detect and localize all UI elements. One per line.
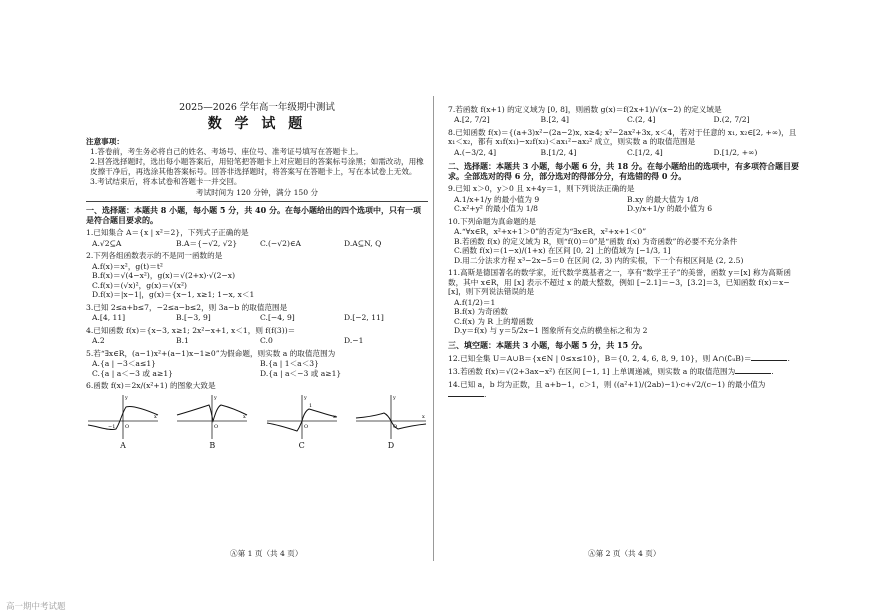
option: D.用二分法求方程 x³−2x−5＝0 在区间 (2, 3) 内的实根，下一个有根区间是 (2, 2.5) xyxy=(454,255,744,265)
option: D.y/x+1/y 的最小值为 6 xyxy=(627,204,713,214)
option: A.2 xyxy=(92,336,105,346)
axis-y-label: y xyxy=(125,394,128,401)
option: B.[1/2, 4] xyxy=(540,147,577,157)
question-options xyxy=(448,115,800,124)
fill-question: 14.已知 a，b 均为正数，且 a+b−1，c＞1，则 ((a²+1)/(2ab)−1)·c+√2/(c−1) 的最小值为. xyxy=(448,379,766,400)
question-options xyxy=(86,359,428,378)
section-heading: 二、选择题：本题共 3 小题，每小题 6 分，共 18 分。在每小题给出的选项中，有多项符合题目要求。全部选对的得 6 分，部分选对的得部分分，有选错的得 0 分。 xyxy=(448,161,799,182)
question-stem: 5.若“∃x∈R，(a−1)x²+(a−1)x−1≥0”为假命题，则实数 a 的取值范围为 xyxy=(86,348,336,358)
section-heading: 一、选择题：本题共 8 小题，每小题 5 分，共 40 分。在每小题给出的四个选项中，只有一项是符合题目要求的。 xyxy=(86,201,428,225)
function-graph-d xyxy=(354,393,428,441)
origin-label: O xyxy=(303,423,308,430)
axis-x-label: x xyxy=(421,413,425,420)
option: B.A＝{−√2, √2} xyxy=(176,238,238,248)
option: B.{a | 1＜a＜3} xyxy=(260,359,319,369)
option: D.{a | a＜−3 或 a≥1} xyxy=(260,368,342,378)
page-divider xyxy=(433,96,434,561)
option: A.(−3/2, 4] xyxy=(454,147,497,157)
option: D.[−2, 11] xyxy=(344,313,384,323)
option: D.(2, 7/2] xyxy=(713,115,750,125)
option: C.(−√2)∈A xyxy=(260,238,302,248)
origin-label: O xyxy=(214,423,219,430)
question-stem: 4.已知函数 f(x)＝{x−3, x≥1; 2x²−x+1, x＜1，则 f(f(3))＝ xyxy=(86,325,296,335)
option: D.A⊆N, Q xyxy=(344,238,382,248)
option: B.f(x)＝√(4−x²)，g(x)＝√(2+x)·√(2−x) xyxy=(92,271,236,281)
option: A.f(1/2)＝1 xyxy=(454,297,496,307)
answer-blank xyxy=(751,353,787,361)
option: D.f(x)＝|x−1|，g(x)＝{x−1, x≥1; 1−x, x＜1 xyxy=(92,290,255,300)
option: B.1 xyxy=(176,336,189,346)
graph-label: A xyxy=(120,440,126,450)
exam-title-subject: 数 学 试 题 xyxy=(207,115,307,132)
option: C.[−4, 9] xyxy=(260,313,295,323)
page-footer: Ⓐ第 2 页（共 4 页） xyxy=(588,549,661,558)
option: A.{a | −3＜a≤1} xyxy=(92,359,156,369)
question-stem: 1.已知集合 A＝{x | x²＝2}，下列式子正确的是 xyxy=(86,228,249,238)
graph-label: D xyxy=(387,440,395,450)
option: B.xy 的最大值为 1/8 xyxy=(627,194,699,204)
axis-x-label: x xyxy=(243,413,247,420)
axis-y-label: y xyxy=(392,394,396,401)
question-text: 12.已知全集 U＝A∪B＝{x∈N | 0≤x≤10}，B＝{0, 2, 4, 6, 8, 9, 10}，则 A∩(∁ᵤB)＝ xyxy=(448,353,752,363)
graph-label: B xyxy=(209,440,216,450)
exam-info: 考试时间为 120 分钟，满分 150 分 xyxy=(195,187,319,197)
notice-item: 2.回答选择题时，选出每小题答案后，用铅笔把答题卡上对应题目的答案标号涂黑；如需改动，用橡皮擦干净后，再选涂其他答案标号。回答非选择题时，将答案写在答题卡上，写在本试卷上无效。 xyxy=(90,157,424,176)
option: B.若函数 f(x) 的定义域为 R，则“f(0)＝0”是“函数 f(x) 为奇函数”的必要不充分条件 xyxy=(454,236,738,246)
watermark: 高一期中考试题 xyxy=(6,602,66,612)
question-options xyxy=(448,227,800,265)
option: B.[2, 4] xyxy=(540,115,569,125)
question-stem: 6.函数 f(x)＝2x/(x²+1) 的图象大致是 xyxy=(86,381,216,391)
page-footer: Ⓐ第 1 页（共 4 页） xyxy=(230,549,303,558)
origin-label: O xyxy=(125,423,130,430)
question-options xyxy=(86,313,428,322)
question-options xyxy=(448,298,800,336)
fill-question: 13.若函数 f(x)＝√(2+3ax−x²) 在区间 [−1, 1] 上单调递减，则实数 a 的取值范围为 . xyxy=(448,367,774,377)
question-options xyxy=(448,148,800,157)
option: C.0 xyxy=(260,336,273,346)
answer-blank xyxy=(448,389,484,397)
option: C.f(x) 为 R 上的增函数 xyxy=(454,316,534,326)
question-stem: 9.已知 x＞0，y＞0 且 x+4y＝1，则下列说法正确的是 xyxy=(448,184,635,194)
option: B.f(x) 为奇函数 xyxy=(454,307,508,317)
function-graphs xyxy=(86,393,428,451)
question-stem: 3.已知 2≤a+b≤7，−2≤a−b≤2，则 3a−b 的取值范围是 xyxy=(86,302,288,312)
answer-blank xyxy=(735,366,771,374)
fill-question: 12.已知全集 U＝A∪B＝{x∈N | 0≤x≤10}，B＝{0, 2, 4, 6, 8, 9, 10}，则 A∩(∁ᵤB)＝ . xyxy=(448,353,790,363)
tick-label: 1 xyxy=(308,402,312,409)
option: D.−1 xyxy=(344,336,364,346)
function-graph-b xyxy=(175,393,249,441)
axis-y-label: y xyxy=(303,394,307,401)
question-stem: 8.已知函数 f(x)＝{(a+3)x²−(2a−2)x, x≥4; x²−2ax²+3x, x＜4，若对于任意的 x₁, x₂∈[2, +∞)，且 x₁＜x₂，都有 x₁f(x₁)−x₂f(x₂)＜ax₁²−ax₂² 成立，则实数 a 的取值范围是 xyxy=(448,127,797,147)
graph-option xyxy=(86,393,160,451)
option: C.{a | a＜−3 或 a≥1} xyxy=(92,368,173,378)
option: C.[1/2, 4] xyxy=(627,147,663,157)
notice-item: 3.考试结束后，将本试卷和答题卡一并交回。 xyxy=(90,177,242,187)
function-graph-a xyxy=(86,393,160,441)
tick-label: −1 xyxy=(108,423,116,430)
question-options xyxy=(86,336,428,345)
option: C.f(x)＝(√x)²，g(x)＝√(x²) xyxy=(92,280,188,290)
question-text: 14.已知 a，b 均为正数，且 a+b−1，c＞1，则 ((a²+1)/(2ab)−1)·c+√2/(c−1) 的最小值为 xyxy=(448,379,766,389)
page-1 xyxy=(86,100,428,451)
axis-y-label: y xyxy=(214,394,218,401)
notice-heading: 注意事项： xyxy=(86,137,124,147)
question-stem: 10.下列命题为真命题的是 xyxy=(448,216,537,226)
section-heading: 三、填空题：本题共 3 小题，每小题 5 分，共 15 分。 xyxy=(448,339,647,350)
axis-x-label: x xyxy=(154,413,157,420)
option: A.√2⊆A xyxy=(92,238,122,248)
question-text: 13.若函数 f(x)＝√(2+3ax−x²) 在区间 [−1, 1] 上单调递减，则实数 a 的取值范围为 xyxy=(448,367,736,377)
graph-label: C xyxy=(298,440,305,450)
question-options xyxy=(86,262,428,300)
origin-label: O xyxy=(392,423,398,430)
option: C.(2, 4] xyxy=(627,115,656,125)
option: A.“∀x∈R，x²+x+1＞0”的否定为“∃x∈R，x²+x+1＜0” xyxy=(454,227,647,237)
question-stem: 2.下列各组函数表示的不是同一函数的是 xyxy=(86,251,223,261)
option: A.f(x)＝x²，g(t)＝t² xyxy=(92,261,163,271)
option: D.y＝f(x) 与 y＝5/2x−1 图象所有交点的横坐标之和为 2 xyxy=(454,326,648,336)
graph-option xyxy=(265,393,339,451)
option: D.[1/2, +∞) xyxy=(713,147,758,157)
option: A.[2, 7/2] xyxy=(454,115,490,125)
option: A.1/x+1/y 的最小值为 9 xyxy=(454,194,540,204)
graph-option xyxy=(354,393,428,451)
function-graph-c xyxy=(265,393,339,441)
graph-option xyxy=(175,393,249,451)
page-2 xyxy=(448,102,800,401)
option: C.函数 f(x)＝(1−x)/(1+x) 在区间 [0, 2] 上的值域为 [−1/3, 1] xyxy=(454,246,671,256)
notice-item: 1.答卷前，考生务必将自己的姓名、考场号、座位号、准考证号填写在答题卡上。 xyxy=(90,146,364,156)
question-stem: 7.若函数 f(x+1) 的定义域为 [0, 8]，则函数 g(x)＝f(2x+1)/√(x−2) 的定义域是 xyxy=(448,105,722,114)
exam-title-year: 2025—2026 学年高一年级期中测试 xyxy=(179,102,335,113)
option: A.[4, 11] xyxy=(92,313,126,323)
question-stem: 11.高斯是德国著名的数学家，近代数学奠基者之一，享有“数学王子”的美誉，函数 y＝[x] 称为高斯函数，其中 x∈R，用 [x] 表示不超过 x 的最大整数，例如 [−2.1]＝−3，[3.2]＝3，已知函数 f(x)＝x−[x]，则下列说法错误的是 xyxy=(448,268,791,297)
question-options xyxy=(86,239,428,248)
question-options xyxy=(448,195,800,214)
option: B.[−3, 9] xyxy=(176,313,211,323)
option: C.x²+y² 的最小值为 1/8 xyxy=(454,204,538,214)
axis-x-label: x xyxy=(332,413,336,420)
